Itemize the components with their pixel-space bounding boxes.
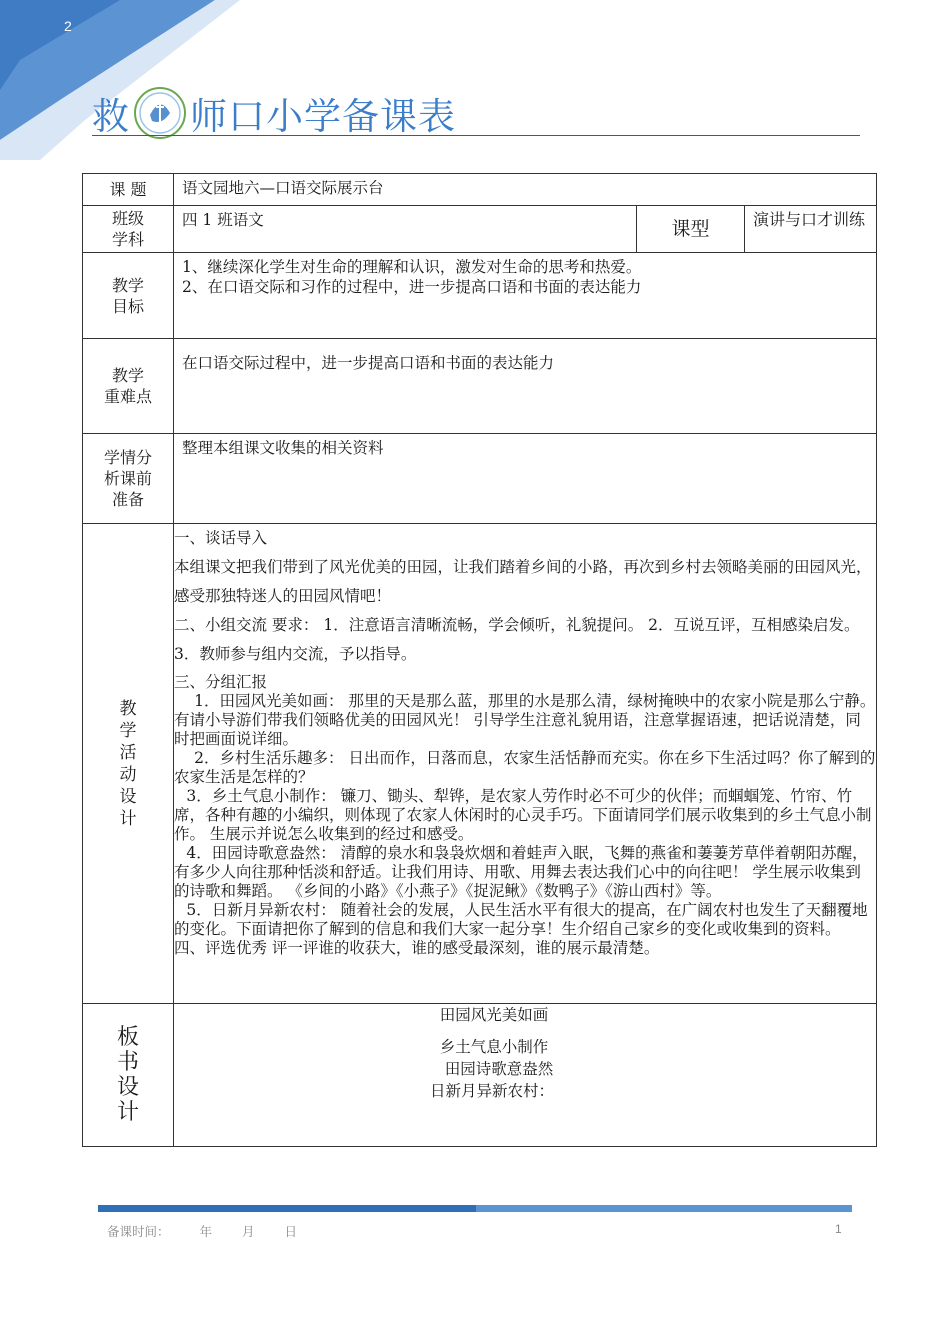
top-page-number: 2	[64, 18, 72, 34]
goals-label	[83, 253, 174, 339]
title-right: 师口小学备课表	[190, 95, 456, 138]
difficulty-label	[83, 339, 174, 434]
activities-label	[83, 524, 174, 1004]
board-content	[174, 1004, 877, 1147]
preparation-label	[83, 434, 174, 524]
type-label: 课型	[637, 206, 745, 253]
preparation-value: 整理本组课文收集的相关资料	[174, 434, 877, 524]
activity-item-4: 4．田园诗歌意盎然： 清醇的泉水和袅袅炊烟和着蛙声入眠，飞舞的燕雀和萋萋芳草伴着朝阳苏醒，有多少人向往那种恬淡和舒适。让我们用诗、用歌、用舞去表达我们心中的向往吧！ 学生展示收集到的诗歌和舞蹈。 《乡间的小路》《小燕子》《捉泥鳅》《数鸭子》《游山西村》等。	[174, 844, 868, 900]
goal-line-1: 1、继续深化学生对生命的理解和认识，激发对生命的思考和热爱。	[182, 258, 642, 276]
activity-item-1: 1．田园风光美如画： 那里的天是那么蓝，那里的水是那么清，绿树掩映中的农家小院是那么宁静。有请小导游们带我们领略优美的田园风光！ 引导学生注意礼貌用语，注意掌握语速，把话说清楚，同时把画面说详细。	[174, 692, 876, 748]
activity-section-2: 二、小组交流 要求： 1．注意语言清晰流畅，学会倾听，礼貌提问。 2．互说互评，互相感染启发。 3．教师参与组内交流，予以指导。	[174, 616, 860, 663]
class-label	[83, 206, 174, 253]
footer-year: 年	[199, 1224, 213, 1239]
class-label-line2: 学科	[111, 230, 144, 249]
type-value: 演讲与口才训练	[745, 206, 877, 253]
row-difficulty	[83, 339, 877, 434]
lesson-prep-table	[82, 173, 877, 1147]
goals-label-line1: 教学	[111, 275, 144, 295]
difficulty-label-line2: 重难点	[103, 387, 152, 406]
topic-label: 课 题	[83, 174, 174, 206]
topic-value: 语文园地六—口语交际展示台	[174, 174, 877, 206]
footer-day: 日	[284, 1224, 298, 1239]
activity-section-4: 四、评选优秀 评一评谁的收获大，谁的感受最深刻，谁的展示最清楚。	[174, 939, 660, 957]
goals-value	[174, 253, 877, 339]
row-activities	[83, 524, 877, 1004]
activity-item-3: 3．乡土气息小制作： 镰刀、锄头、犁铧，是农家人劳作时必不可少的伙伴；而蝈蝈笼、竹帘、竹席，各种有趣的小编织，则体现了农家人休闲时的心灵手巧。下面请同学们展示收集到的乡土气息小制作。 生展示并说怎么收集到的经过和感受。	[174, 787, 872, 843]
board-line-1: 田园风光美如画	[439, 1006, 549, 1024]
prep-label-line2: 析课前	[103, 469, 152, 488]
difficulty-value: 在口语交际过程中，进一步提高口语和书面的表达能力	[174, 339, 877, 434]
goals-label-line2: 目标	[111, 296, 144, 316]
board-line-4: 日新月异新农村：	[430, 1082, 555, 1100]
prep-label-line3: 准备	[111, 490, 144, 509]
activity-section-1-body: 本组课文把我们带到了风光优美的田园，让我们踏着乡间的小路，再次到乡村去领略美丽的田园风光，感受那独特迷人的田园风情吧！	[174, 558, 872, 605]
activity-item-5: 5．日新月异新农村： 随着社会的发展，人民生活水平有很大的提高，在广阔农村也发生了天翻覆地的变化。下面请把你了解到的信息和我们大家一起分享！生介绍自己家乡的变化或收集到的资料。	[174, 901, 868, 938]
row-topic	[83, 174, 877, 206]
footer-month: 月	[242, 1224, 255, 1239]
activities-label-text: 教学活动设计	[119, 698, 137, 829]
board-line-2: 乡土气息小制作	[439, 1038, 549, 1056]
footer-bar	[98, 1205, 852, 1212]
page-title	[92, 88, 456, 138]
difficulty-label-line1: 教学	[111, 366, 144, 385]
activity-section-1-title: 一、谈话导入	[174, 529, 268, 547]
board-line-3: 田园诗歌意盎然	[444, 1060, 554, 1078]
row-class	[83, 206, 877, 253]
footer-date-label: 备课时间：	[107, 1224, 170, 1239]
footer-page-number: 1	[835, 1222, 842, 1236]
header-divider	[92, 135, 860, 136]
class-value: 四 1 班语文	[174, 206, 637, 253]
school-logo-icon	[132, 85, 188, 141]
title-left: 救	[92, 95, 130, 138]
goal-line-2: 2、在口语交际和习作的过程中，进一步提高口语和书面的表达能力	[182, 278, 642, 296]
prep-label-line1: 学情分	[103, 448, 152, 467]
row-preparation	[83, 434, 877, 524]
activities-content	[174, 524, 877, 1004]
class-label-line1: 班级	[111, 209, 144, 228]
row-goals	[83, 253, 877, 339]
board-label-text: 板书设计	[116, 1025, 139, 1125]
activity-item-2: 2．乡村生活乐趣多： 日出而作，日落而息，农家生活恬静而充实。你在乡下生活过吗？你了解到的农家生活是怎样的？	[174, 749, 876, 786]
footer-date	[107, 1222, 323, 1240]
row-board	[83, 1004, 877, 1147]
activity-section-3-title: 三、分组汇报	[174, 673, 268, 691]
